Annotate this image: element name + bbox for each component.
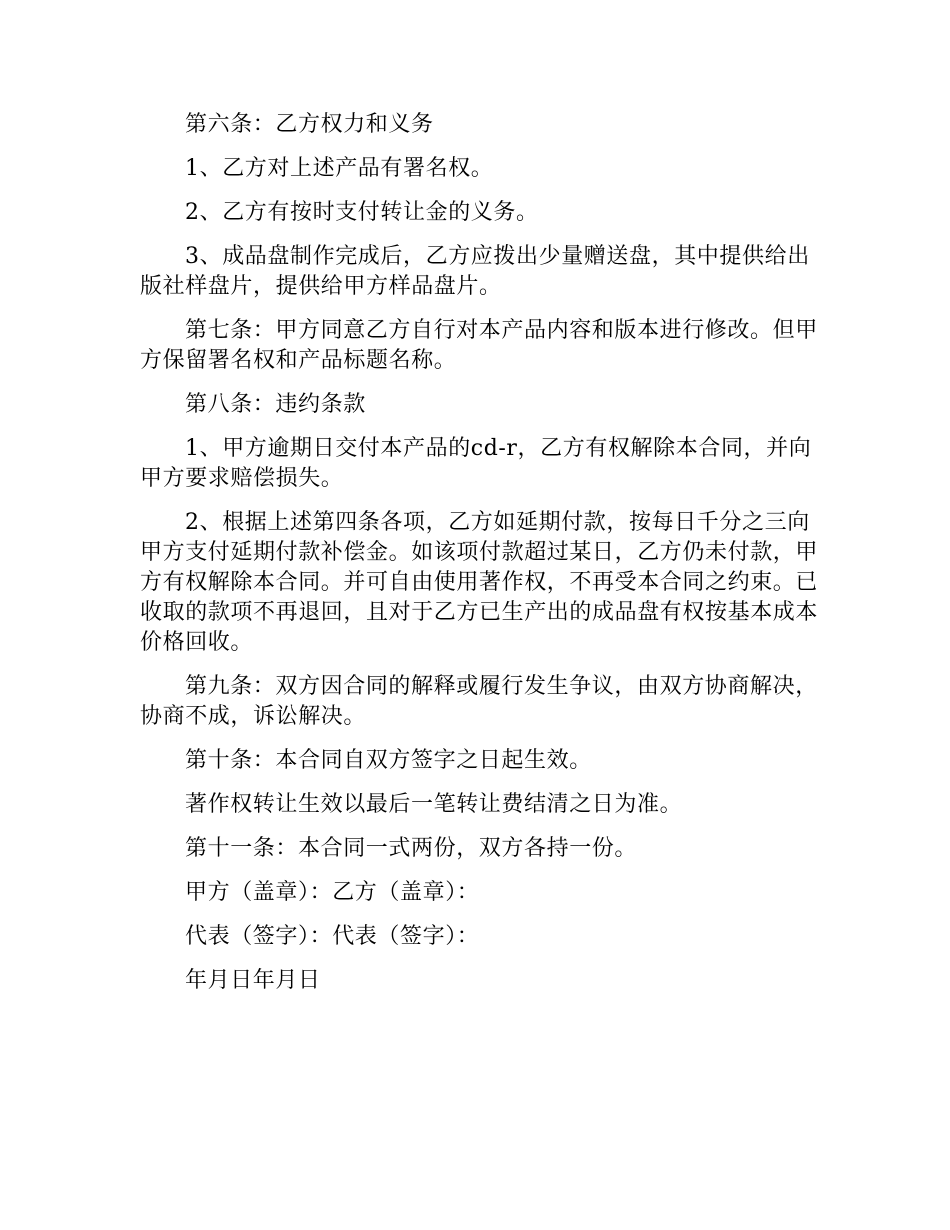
article-8-clause-1: 1、甲方逾期日交付本产品的cd-r，乙方有权解除本合同，并向甲方要求赔偿损失。 [140, 436, 812, 491]
seal-line: 甲方（盖章）：乙方（盖章）： [185, 880, 480, 905]
article-6-heading: 第六条：乙方权力和义务 [185, 112, 434, 137]
article-9-text: 第九条：双方因合同的解释或履行发生争议，由双方协商解决，协商不成，诉讼解决。 [140, 674, 818, 729]
article-7-text: 第七条：甲方同意乙方自行对本产品内容和版本进行修改。但甲方保留署名权和产品标题名称。 [140, 318, 818, 373]
article-11-text: 第十一条：本合同一式两份，双方各持一份。 [185, 836, 638, 861]
article-8-heading: 第八条：违约条款 [185, 392, 366, 417]
article-6-clause-3: 3、成品盘制作完成后，乙方应拨出少量赠送盘，其中提供给出版社样盘片，提供给甲方样品盘片。 [140, 244, 810, 299]
signature-line: 代表（签字）：代表（签字）： [185, 924, 480, 949]
copyright-effective-text: 著作权转让生效以最后一笔转让费结清之日为准。 [185, 792, 683, 817]
article-6-clause-1: 1、乙方对上述产品有署名权。 [185, 156, 494, 181]
date-line: 年月日年月日 [185, 968, 321, 993]
article-6-clause-2: 2、乙方有按时支付转让金的义务。 [185, 200, 539, 225]
document-page [140, 110, 820, 1010]
article-10-text: 第十条：本合同自双方签字之日起生效。 [185, 748, 592, 773]
article-8-clause-2: 2、根据上述第四条各项，乙方如延期付款，按每日千分之三向甲方支付延期付款补偿金。如该项付款超过某日，乙方仍未付款，甲方有权解除本合同。并可自由使用著作权，不再受本合同之约束。已收取的款项不再退回，且对于乙方已生产出的成品盘有权按基本成本价格回收。 [140, 510, 819, 655]
